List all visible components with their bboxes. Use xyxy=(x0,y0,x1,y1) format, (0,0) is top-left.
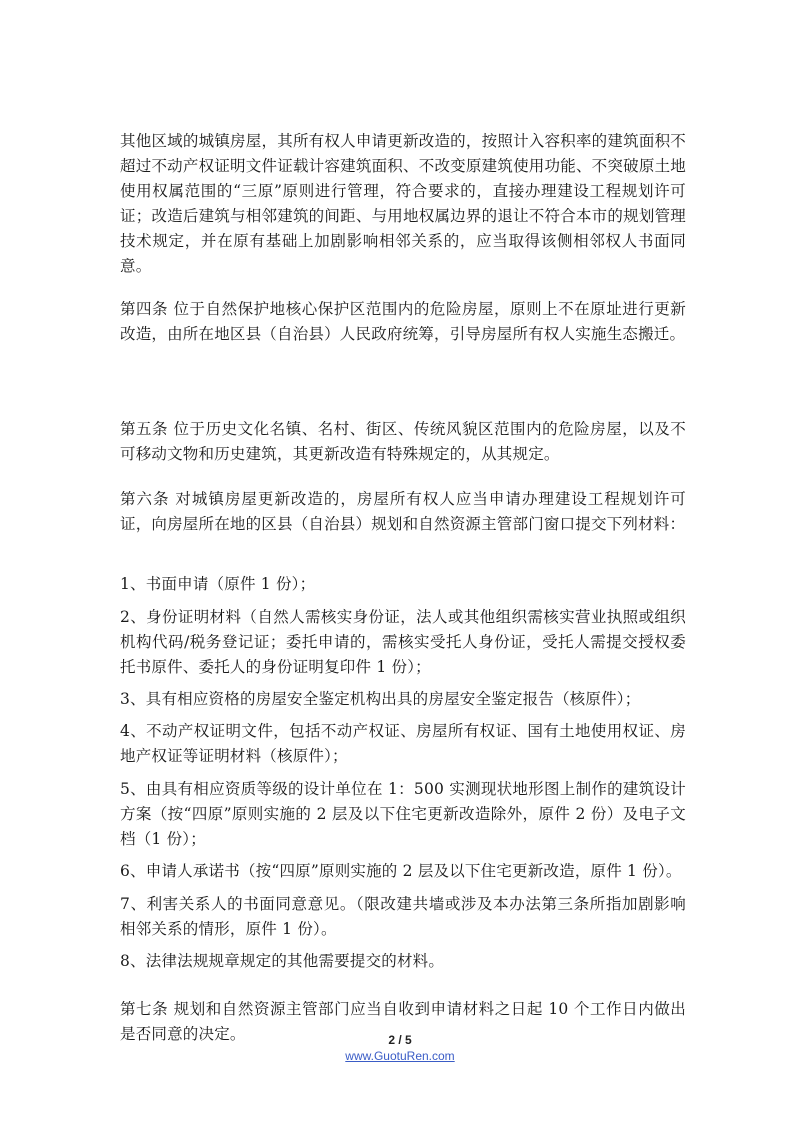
list-item-7: 7、利害关系人的书面同意意见。（限改建共墙或涉及本办法第三条所指加剧影响相邻关系的情形，原件 1 份）。 xyxy=(120,895,686,938)
list-item-1: 1、书面申请（原件 1 份）； xyxy=(120,575,316,593)
paragraph-article-7: 第七条 规划和自然资源主管部门应当自收到申请材料之日起 10 个工作日内做出是否同意的决定。 xyxy=(120,1000,686,1043)
paragraph-article-4: 第四条 位于自然保护地核心保护区范围内的危险房屋，原则上不在原址进行更新改造，由所在地区县（自治县）人民政府统筹，引导房屋所有权人实施生态搬迁。 xyxy=(120,300,686,343)
paragraph-article-5: 第五条 位于历史文化名镇、名村、街区、传统风貌区范围内的危险房屋，以及不可移动文物和历史建筑，其更新改造有特殊规定的，从其规定。 xyxy=(120,420,686,463)
paragraph-other-areas: 其他区域的城镇房屋，其所有权人申请更新改造的，按照计入容积率的建筑面积不超过不动产权证明文件证载计容建筑面积、不改变原建筑使用功能、不突破原土地使用权属范围的“三原”原则进行管理，符合要求的，直接办理建设工程规划许可证；改造后建筑与相邻建筑的间距、与用地权属边界的退让不符合本市的规划管理技术规定，并在原有基础上加剧影响相邻关系的，应当取得该侧相邻权人书面同意。 xyxy=(120,132,686,275)
list-item-6: 6、申请人承诺书（按“四原”原则实施的 2 层及以下住宅更新改造，原件 1 份）。 xyxy=(120,862,682,880)
list-item-8: 8、法律法规规章规定的其他需要提交的材料。 xyxy=(120,952,445,970)
list-item-2: 2、身份证明材料（自然人需核实身份证，法人或其他组织需核实营业执照或组织机构代码/税务登记证；委托申请的，需核实受托人身份证，受托人需提交授权委托书原件、委托人的身份证明复印件 1 份）； xyxy=(120,608,686,676)
page-number: 2 / 5 xyxy=(388,1033,412,1047)
list-item-3: 3、具有相应资格的房屋安全鉴定机构出具的房屋安全鉴定报告（核原件）； xyxy=(120,690,641,708)
paragraph-article-6: 第六条 对城镇房屋更新改造的，房屋所有权人应当申请办理建设工程规划许可证，向房屋所在地的区县（自治县）规划和自然资源主管部门窗口提交下列材料： xyxy=(120,490,686,533)
list-item-5: 5、由具有相应资质等级的设计单位在 1：500 实测现状地形图上制作的建筑设计方案（按“四原”原则实施的 2 层及以下住宅更新改造除外，原件 2 份）及电子文档（1 份）； xyxy=(120,780,686,848)
website-link[interactable]: www.GuotuRen.com xyxy=(345,1049,455,1063)
list-item-4: 4、不动产权证明文件，包括不动产权证、房屋所有权证、国有土地使用权证、房地产权证等证明材料（核原件）； xyxy=(120,722,686,765)
